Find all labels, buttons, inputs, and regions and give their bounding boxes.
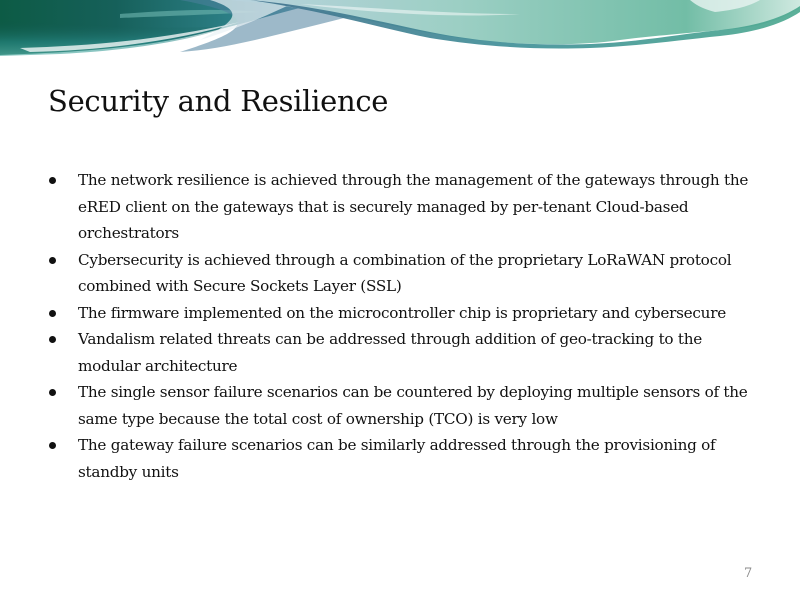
- decorative-wave-banner: [0, 0, 800, 70]
- bullet-dot-icon: [49, 442, 56, 449]
- bullet-dot-icon: [49, 257, 56, 264]
- bullet-list: [0, 167, 800, 485]
- bullet-text: The gateway failure scenarios can be similarly addressed through the provisioning of standby units: [78, 436, 716, 481]
- bullet-text: Vandalism related threats can be addressed through addition of geo-tracking to the modular architecture: [78, 330, 703, 375]
- bullet-item: [0, 379, 758, 432]
- bullet-text: Cybersecurity is achieved through a combination of the proprietary LoRaWAN protocol combined with Secure Sockets Layer (SSL): [78, 250, 732, 295]
- bullet-item: [0, 167, 758, 247]
- bullet-dot-icon: [49, 177, 56, 184]
- bullet-item: [0, 432, 758, 485]
- page-number: 7: [744, 566, 753, 581]
- bullet-text: The network resilience is achieved through the management of the gateways through the eRED client on the gateways that is securely managed by per-tenant Cloud-based orchestrators: [78, 171, 749, 242]
- bullet-text: The single sensor failure scenarios can be countered by deploying multiple sensors of the same type because the total cost of ownership (TCO) is very low: [78, 383, 748, 428]
- bullet-item: [0, 326, 758, 379]
- bullet-dot-icon: [49, 389, 56, 396]
- bullet-item: [0, 300, 758, 327]
- bullet-dot-icon: [49, 336, 56, 343]
- bullet-text: The firmware implemented on the microcontroller chip is proprietary and cybersecure: [78, 303, 726, 322]
- bullet-dot-icon: [49, 310, 56, 317]
- slide-title: Security and Resilience: [48, 84, 389, 118]
- bullet-item: [0, 247, 758, 300]
